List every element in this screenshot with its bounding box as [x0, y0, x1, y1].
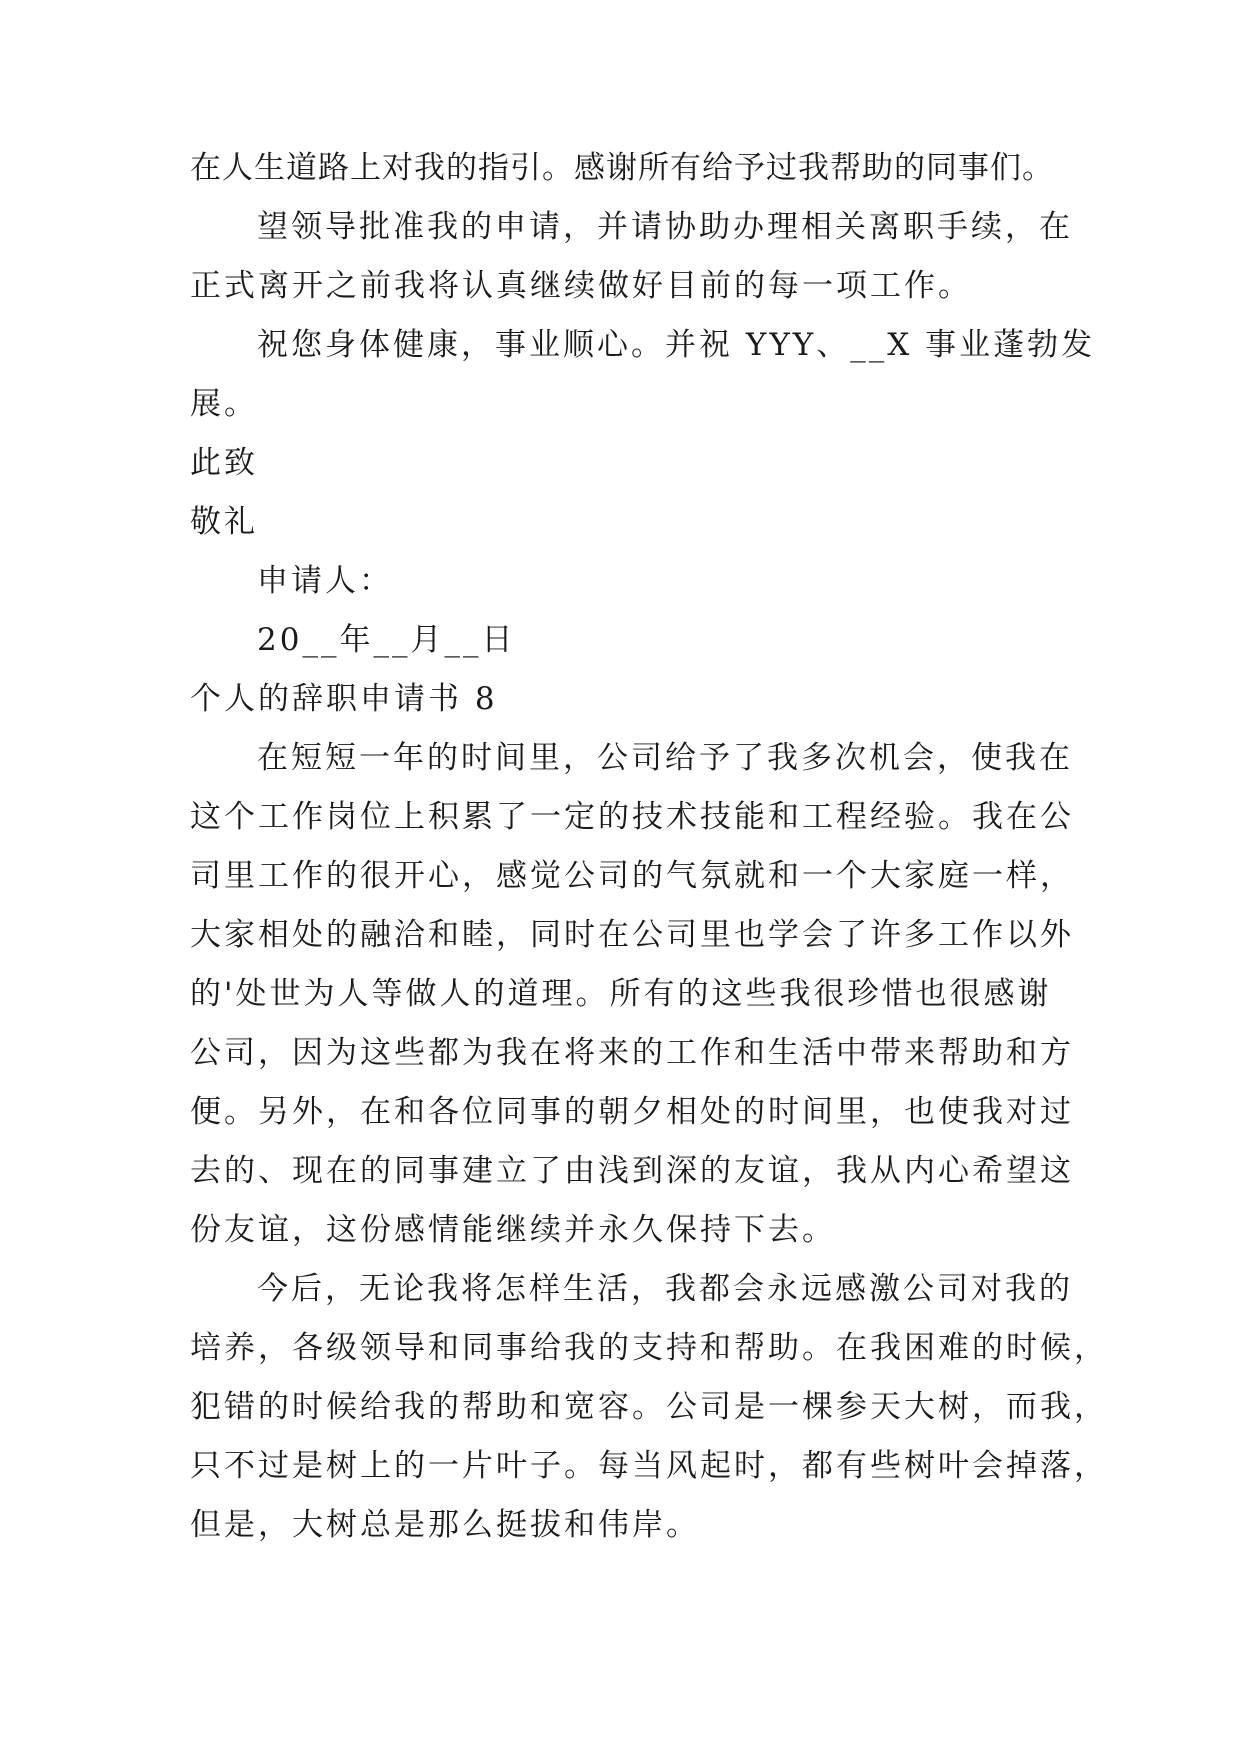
text-line: 大家相处的融洽和睦，同时在公司里也学会了许多工作以外	[190, 917, 1074, 953]
text-line: 只不过是树上的一片叶子。每当风起时，都有些树叶会掉落，	[190, 1448, 1108, 1484]
date-line: 20__年__月__日	[257, 622, 516, 658]
applicant-line: 申请人：	[257, 563, 393, 599]
text-line: 份友谊，这份感情能继续并永久保持下去。	[190, 1212, 836, 1248]
text-line: 在人生道路上对我的指引。感谢所有给予过我帮助的同事们。	[190, 150, 1054, 186]
text-line: 犯错的时候给我的帮助和宽容。公司是一棵参天大树，而我，	[190, 1389, 1108, 1425]
section-heading: 个人的辞职申请书 8	[190, 681, 498, 717]
paragraph-first-line: 今后，无论我将怎样生活，我都会永远感激公司对我的	[257, 1271, 1073, 1307]
salutation-line: 此致	[190, 445, 258, 481]
paragraph-first-line: 祝您身体健康，事业顺心。并祝 YYY、__X 事业蓬勃发	[257, 327, 1096, 363]
text-line: 这个工作岗位上积累了一定的技术技能和工程经验。我在公	[190, 799, 1074, 835]
text-line: 司里工作的很开心，感觉公司的气氛就和一个大家庭一样，	[190, 858, 1074, 894]
text-line: 展。	[190, 386, 258, 422]
text-line: 正式离开之前我将认真继续做好目前的每一项工作。	[190, 268, 972, 304]
text-line: 的'处世为人等做人的道理。所有的这些我很珍惜也很感谢	[190, 976, 1052, 1012]
text-line: 培养，各级领导和同事给我的支持和帮助。在我困难的时候，	[190, 1330, 1108, 1366]
salutation-line: 敬礼	[190, 504, 258, 540]
text-line: 便。另外，在和各位同事的朝夕相处的时间里，也使我对过	[190, 1094, 1074, 1130]
paragraph-first-line: 在短短一年的时间里，公司给予了我多次机会，使我在	[257, 740, 1073, 776]
text-line: 公司，因为这些都为我在将来的工作和生活中带来帮助和方	[190, 1035, 1074, 1071]
text-line: 去的、现在的同事建立了由浅到深的友谊，我从内心希望这	[190, 1153, 1074, 1189]
paragraph-first-line: 望领导批准我的申请，并请协助办理相关离职手续，在	[257, 209, 1073, 245]
text-line: 但是，大树总是那么挺拔和伟岸。	[190, 1507, 700, 1543]
